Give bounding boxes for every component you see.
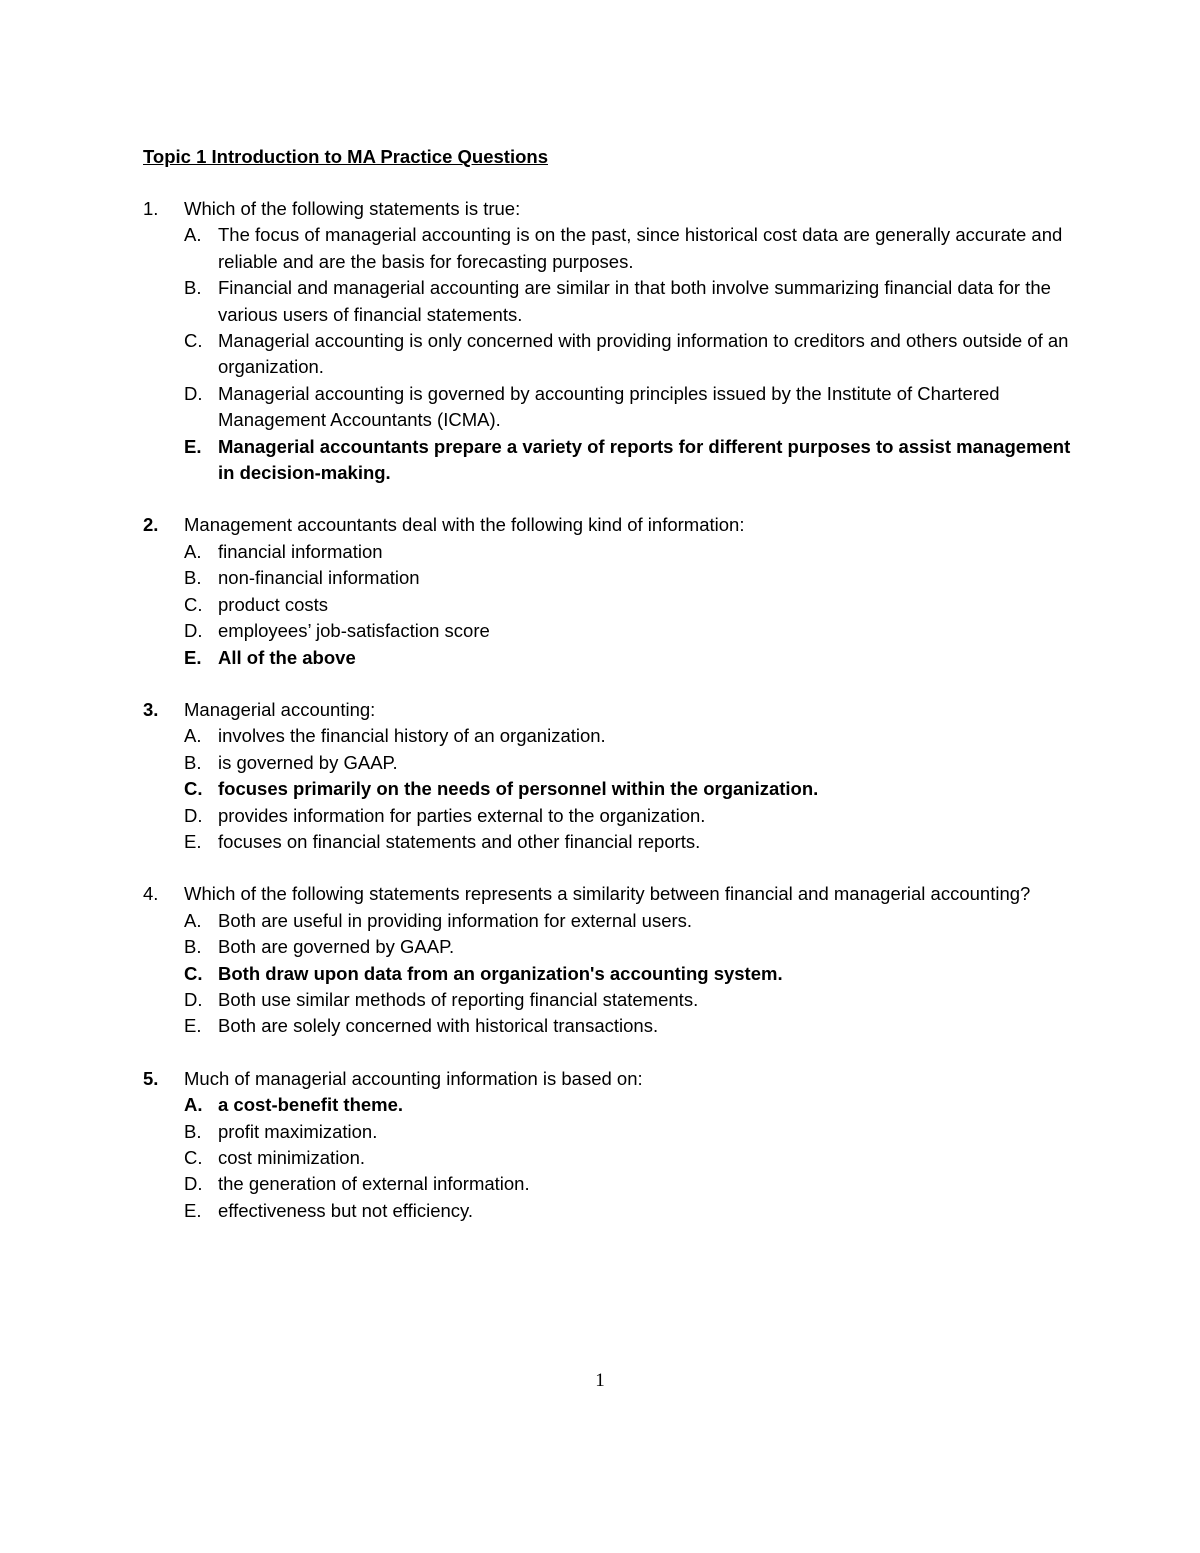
option-e	[184, 1198, 1073, 1224]
option-text: non-financial information	[218, 567, 420, 589]
question-number: 5.	[143, 1067, 159, 1089]
question-4	[143, 881, 1073, 1039]
option-letter: D.	[184, 382, 203, 404]
option-letter: B.	[184, 751, 202, 773]
option-c-correct-answer	[184, 776, 1073, 802]
option-text: cost minimization.	[218, 1147, 366, 1168]
question-text: Which of the following statements is true:	[184, 198, 521, 219]
option-list	[184, 723, 1073, 855]
option-d	[184, 987, 1073, 1013]
option-letter: A.	[184, 1094, 203, 1116]
option-text: product costs	[218, 593, 329, 615]
question-text: Managerial accounting:	[184, 698, 376, 720]
option-letter: B.	[184, 277, 202, 299]
option-e	[184, 1013, 1073, 1039]
option-c-correct-answer	[184, 961, 1073, 987]
option-text: provides information for parties external to the organization.	[218, 804, 706, 826]
option-text: is governed by GAAP.	[218, 751, 398, 773]
option-text: Both are governed by GAAP.	[218, 936, 455, 958]
question-number: 3.	[143, 698, 159, 720]
option-text: Both draw upon data from an organization's accounting system.	[218, 962, 783, 984]
option-text: Managerial accounting is only concerned with providing information to creditors and others outside of an organization.	[218, 330, 1069, 378]
question-number: 4.	[143, 883, 159, 905]
option-d	[184, 803, 1073, 829]
option-text: focuses on financial statements and other financial reports.	[218, 830, 701, 852]
option-letter: C.	[184, 962, 203, 984]
option-text: a cost-benefit theme.	[218, 1094, 404, 1116]
question-number: 1.	[143, 198, 159, 219]
option-letter: E.	[184, 1015, 202, 1037]
question-2	[143, 512, 1073, 670]
option-letter: E.	[184, 830, 202, 852]
option-text: financial information	[218, 540, 383, 562]
option-letter: D.	[184, 1173, 203, 1195]
option-letter: B.	[184, 567, 202, 589]
option-letter: D.	[184, 804, 203, 826]
option-list	[184, 222, 1073, 486]
option-letter: A.	[184, 540, 202, 562]
option-text: profit maximization.	[218, 1120, 378, 1142]
option-letter: E.	[184, 435, 202, 457]
option-c	[184, 592, 1073, 618]
question-5	[143, 1066, 1073, 1224]
option-text: Managerial accountants prepare a variety of reports for different purposes to assist management in decision-making.	[218, 435, 1071, 484]
option-letter: D.	[184, 620, 203, 642]
option-text: Both are solely concerned with historical transactions.	[218, 1015, 659, 1037]
option-e-correct-answer	[184, 434, 1073, 487]
option-text: All of the above	[218, 646, 356, 668]
option-b	[184, 934, 1073, 960]
option-letter: C.	[184, 330, 203, 352]
option-letter: C.	[184, 593, 203, 615]
option-a	[184, 723, 1073, 749]
option-c	[184, 1145, 1073, 1171]
option-letter: E.	[184, 1199, 202, 1221]
option-e-correct-answer	[184, 645, 1073, 671]
option-text: the generation of external information.	[218, 1173, 530, 1195]
question-number: 2.	[143, 514, 159, 536]
question-3	[143, 697, 1073, 855]
option-text: Both use similar methods of reporting financial statements.	[218, 988, 699, 1010]
option-d	[184, 618, 1073, 644]
option-letter: B.	[184, 936, 202, 958]
option-b	[184, 1119, 1073, 1145]
option-list	[184, 908, 1073, 1040]
option-d	[184, 1171, 1073, 1197]
option-letter: D.	[184, 988, 203, 1010]
question-list	[143, 196, 1073, 1250]
question-text: Much of managerial accounting information is based on:	[184, 1067, 643, 1089]
question-text: Which of the following statements represents a similarity between financial and managerial accounting?	[184, 883, 1031, 905]
option-letter: C.	[184, 778, 203, 800]
option-text: Both are useful in providing information for external users.	[218, 909, 693, 931]
option-letter: A.	[184, 224, 202, 246]
option-a	[184, 908, 1073, 934]
question-1	[143, 196, 1073, 486]
page-title: Topic 1 Introduction to MA Practice Questions	[143, 146, 548, 167]
option-text: focuses primarily on the needs of personnel within the organization.	[218, 778, 819, 800]
option-b	[184, 750, 1073, 776]
option-text: employees’ job-satisfaction score	[218, 620, 490, 642]
option-letter: B.	[184, 1120, 202, 1142]
question-text: Management accountants deal with the following kind of information:	[184, 514, 745, 536]
option-letter: A.	[184, 909, 202, 931]
option-a-correct-answer	[184, 1092, 1073, 1118]
option-text: Managerial accounting is governed by accounting principles issued by the Institute of Chartered Management Accountants (ICMA).	[218, 382, 1000, 431]
option-c	[184, 328, 1073, 381]
option-b	[184, 275, 1073, 328]
option-text: Financial and managerial accounting are similar in that both involve summarizing financial data for the various users of financial statements.	[218, 277, 1051, 325]
option-text: involves the financial history of an organization.	[218, 725, 606, 747]
option-letter: C.	[184, 1147, 203, 1168]
option-letter: E.	[184, 646, 202, 668]
option-text: effectiveness but not efficiency.	[218, 1199, 474, 1221]
option-d	[184, 381, 1073, 434]
option-a	[184, 539, 1073, 565]
option-b	[184, 565, 1073, 591]
option-list	[184, 539, 1073, 671]
option-e	[184, 829, 1073, 855]
option-a	[184, 222, 1073, 275]
page-number: 1	[595, 1370, 605, 1391]
option-list	[184, 1092, 1073, 1224]
option-text: The focus of managerial accounting is on the past, since historical cost data are generally accurate and reliable and are the basis for forecasting purposes.	[218, 224, 1063, 272]
option-letter: A.	[184, 725, 202, 747]
